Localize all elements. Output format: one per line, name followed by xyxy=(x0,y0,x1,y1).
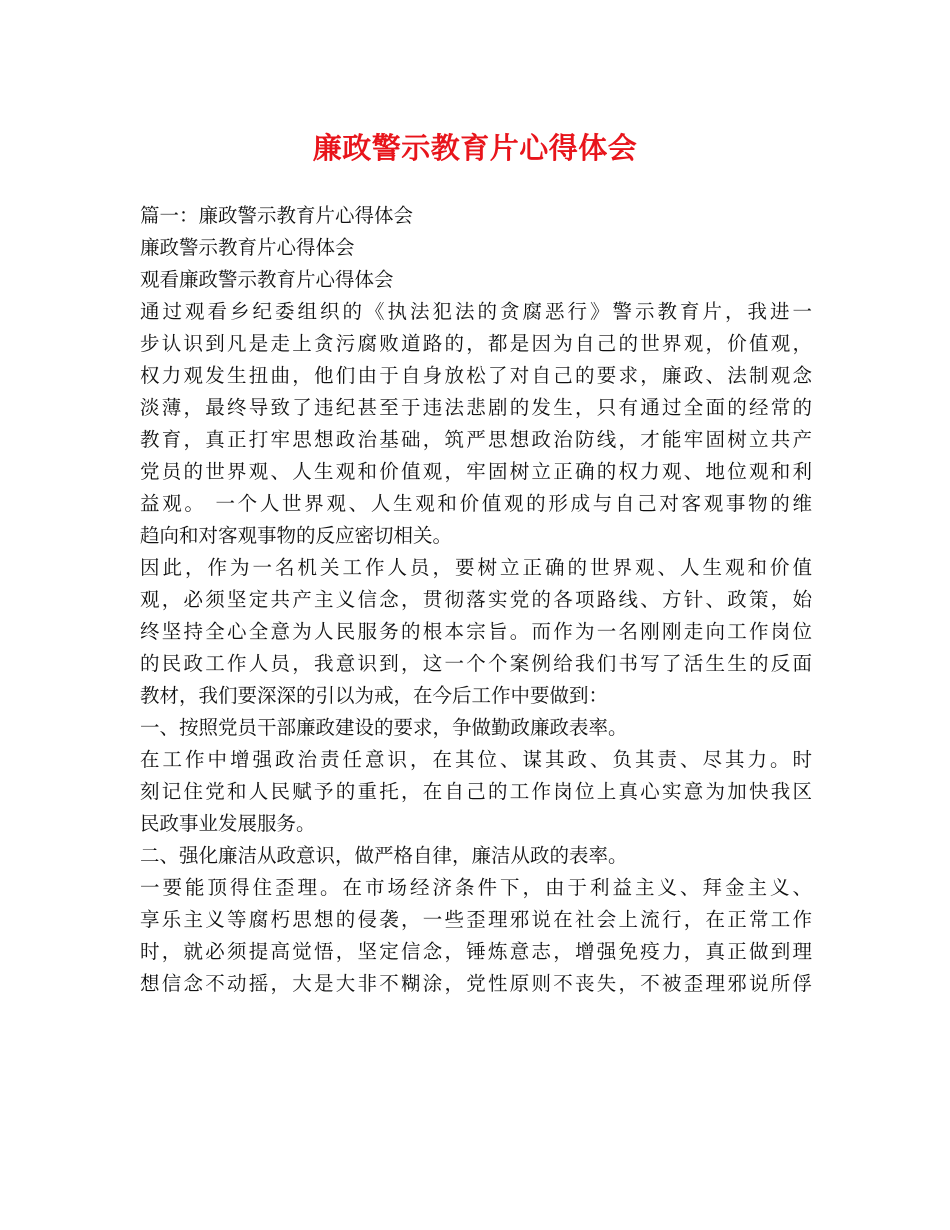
document-line: 益观。 一个人世界观、人生观和价值观的形成与自己对客观事物的维 xyxy=(140,492,812,515)
document-line: 民政事业发展服务。 xyxy=(140,812,316,835)
document-title: 廉政警示教育片心得体会 xyxy=(312,131,638,165)
document-line: 想信念不动摇，大是大非不糊涂，党性原则不丧失，不被歪理邪说所俘 xyxy=(140,972,812,995)
document-line: 观，必须坚定共产主义信念，贯彻落实党的各项路线、方针、政策，始 xyxy=(140,588,812,611)
document-line: 教育，真正打牢思想政治基础，筑严思想政治防线，才能牢固树立共产 xyxy=(140,428,812,451)
document-line: 通过观看乡纪委组织的《执法犯法的贪腐恶行》警示教育片，我进一 xyxy=(140,300,812,323)
document-line: 趋向和对客观事物的反应密切相关。 xyxy=(140,524,453,547)
document-line: 观看廉政警示教育片心得体会 xyxy=(140,268,394,291)
document-line: 党员的世界观、人生观和价值观，牢固树立正确的权力观、地位观和利 xyxy=(140,460,812,483)
document-line: 因此，作为一名机关工作人员，要树立正确的世界观、人生观和价值 xyxy=(140,556,812,579)
document-line: 一要能顶得住歪理。在市场经济条件下，由于利益主义、拜金主义、 xyxy=(140,876,812,899)
document-line: 篇一：廉政警示教育片心得体会 xyxy=(140,204,414,227)
document-line: 在工作中增强政治责任意识，在其位、谋其政、负其责、尽其力。时 xyxy=(140,748,812,771)
document-line: 享乐主义等腐朽思想的侵袭，一些歪理邪说在社会上流行，在正常工作 xyxy=(140,908,812,931)
document-line: 淡薄，最终导致了违纪甚至于违法悲剧的发生，只有通过全面的经常的 xyxy=(140,396,812,419)
document-line: 时，就必须提高觉悟，坚定信念，锤炼意志，增强免疫力，真正做到理 xyxy=(140,940,812,963)
document-line: 刻记住党和人民赋予的重托，在自己的工作岗位上真心实意为加快我区 xyxy=(140,780,812,803)
document-line: 教材，我们要深深的引以为戒，在今后工作中要做到： xyxy=(140,684,609,707)
document-line: 一、按照党员干部廉政建设的要求，争做勤政廉政表率。 xyxy=(140,716,628,739)
document-line: 权力观发生扭曲，他们由于自身放松了对自己的要求，廉政、法制观念 xyxy=(140,364,812,387)
document-line: 的民政工作人员，我意识到，这一个个案例给我们书写了活生生的反面 xyxy=(140,652,812,675)
document-body xyxy=(140,200,812,1000)
document-line: 终坚持全心全意为人民服务的根本宗旨。而作为一名刚刚走向工作岗位 xyxy=(140,620,812,643)
document-line: 二、强化廉洁从政意识，做严格自律，廉洁从政的表率。 xyxy=(140,844,628,867)
document-line: 廉政警示教育片心得体会 xyxy=(140,236,355,259)
document-line: 步认识到凡是走上贪污腐败道路的，都是因为自己的世界观，价值观， xyxy=(140,332,812,355)
